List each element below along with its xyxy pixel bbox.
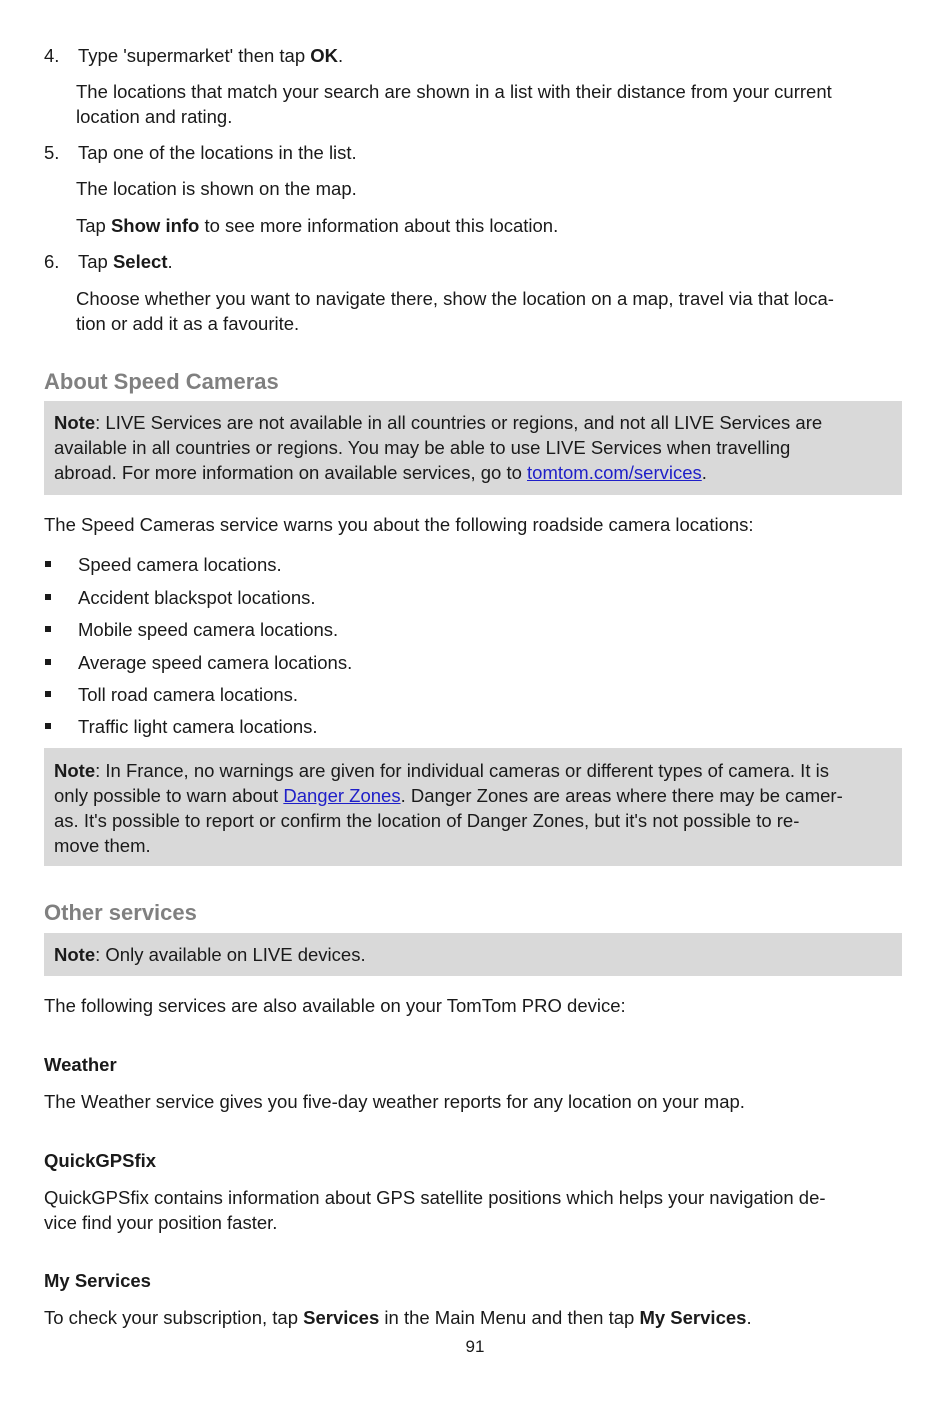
- step-6-detail-line-2: tion or add it as a favourite.: [76, 313, 300, 334]
- note-label: Note: [54, 760, 96, 781]
- tomtom-services-link[interactable]: tomtom.com/services: [527, 462, 702, 483]
- bullet-icon: [45, 691, 51, 697]
- step-5-detail-2: [76, 213, 902, 238]
- step-number: 4.: [44, 45, 60, 66]
- step-text-end: .: [338, 45, 344, 66]
- note-text: abroad. For more information on available services, go to: [54, 462, 528, 483]
- note-text-end: .: [701, 462, 707, 483]
- bullet-icon: [45, 561, 51, 567]
- list-item-text: Toll road camera locations.: [78, 684, 299, 705]
- text-segment: To check your subscription, tap: [44, 1307, 304, 1328]
- note-box-live-devices: [44, 933, 902, 976]
- section-heading-speed-cameras: About Speed Cameras: [44, 369, 279, 394]
- my-services-text: [44, 1305, 902, 1330]
- subheading-weather: Weather: [44, 1054, 117, 1075]
- note-line-3: as. It's possible to report or confirm the location of Danger Zones, but it's not possible to re-: [54, 810, 800, 831]
- note-line-3: [54, 460, 892, 485]
- step-5-detail-1: The location is shown on the map.: [76, 178, 357, 199]
- list-item-text: Accident blackspot locations.: [78, 587, 316, 608]
- weather-text: The Weather service gives you five-day weather reports for any location on your map.: [44, 1091, 745, 1112]
- note-line-4: move them.: [54, 835, 151, 856]
- bullet-icon: [45, 723, 51, 729]
- note-line-2: available in all countries or regions. You may be able to use LIVE Services when travelling: [54, 437, 791, 458]
- subheading-my-services: My Services: [44, 1270, 151, 1291]
- step-4-detail-line-1: The locations that match your search are shown in a list with their distance from your current: [76, 81, 832, 102]
- note-label: Note: [54, 944, 96, 965]
- step-4-detail-line-2: location and rating.: [76, 106, 233, 127]
- text-segment-end: .: [746, 1307, 752, 1328]
- note-line-1: [54, 942, 892, 967]
- note-text: : LIVE Services are not available in all countries or regions, and not all LIVE Services are: [95, 412, 823, 433]
- note-box-france: [44, 748, 902, 866]
- step-bold: OK: [310, 45, 339, 66]
- note-line-1: [54, 758, 892, 783]
- other-services-intro: The following services are also available on your TomTom PRO device:: [44, 995, 626, 1016]
- text-bold: Services: [303, 1307, 380, 1328]
- bullet-icon: [45, 626, 51, 632]
- list-item-text: Average speed camera locations.: [78, 652, 353, 673]
- list-item-text: Mobile speed camera locations.: [78, 619, 339, 640]
- step-number: 5.: [44, 142, 60, 163]
- section-heading-other-services: Other services: [44, 900, 197, 925]
- bullet-icon: [45, 659, 51, 665]
- note-line-1: [54, 410, 892, 435]
- step-bold: Select: [112, 251, 168, 272]
- detail-bold: Show info: [110, 215, 200, 236]
- text-segment: in the Main Menu and then tap: [379, 1307, 640, 1328]
- danger-zones-link[interactable]: Danger Zones: [283, 785, 401, 806]
- page-number: 91: [465, 1337, 485, 1356]
- note-box-live-services: [44, 401, 902, 495]
- step-text: Tap one of the locations in the list.: [78, 142, 357, 163]
- step-number: 6.: [44, 251, 60, 272]
- detail-text: Tap: [76, 215, 111, 236]
- step-text: Tap: [78, 251, 113, 272]
- note-text: : In France, no warnings are given for individual cameras or different types of camera. It is: [95, 760, 829, 781]
- step-6-detail-line-1: Choose whether you want to navigate there, show the location on a map, travel via that loca-: [76, 288, 834, 309]
- quickgpsfix-text-line-1: QuickGPSfix contains information about GPS satellite positions which helps your navigation de-: [44, 1187, 826, 1208]
- bullet-icon: [45, 594, 51, 600]
- note-line-2: [54, 783, 892, 808]
- note-text: only possible to warn about: [54, 785, 284, 806]
- detail-text-end: to see more information about this location.: [199, 215, 559, 236]
- subheading-quickgpsfix: QuickGPSfix: [44, 1150, 157, 1171]
- step-text-end: .: [167, 251, 173, 272]
- speed-cameras-intro: The Speed Cameras service warns you about the following roadside camera locations:: [44, 514, 754, 535]
- note-label: Note: [54, 412, 96, 433]
- note-text-end: . Danger Zones are areas where there may be camer-: [400, 785, 843, 806]
- text-bold: My Services: [639, 1307, 747, 1328]
- step-text: Type 'supermarket' then tap: [78, 45, 311, 66]
- list-item-text: Speed camera locations.: [78, 554, 282, 575]
- list-item-text: Traffic light camera locations.: [78, 716, 318, 737]
- note-text: : Only available on LIVE devices.: [95, 944, 366, 965]
- quickgpsfix-text-line-2: vice find your position faster.: [44, 1212, 278, 1233]
